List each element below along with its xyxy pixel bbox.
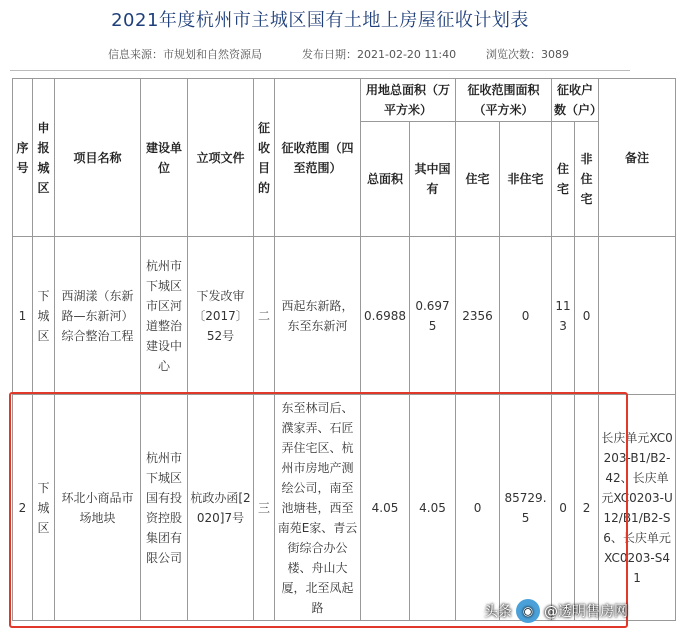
cell-project: 环北小商品市场地块 (55, 395, 141, 621)
watermark-left: 头条 (484, 604, 512, 620)
header-state-area: 其中国有 (410, 122, 456, 237)
meta-bar (0, 46, 640, 68)
header-project: 项目名称 (55, 79, 141, 237)
header-remark: 备注 (599, 79, 676, 237)
header-unit: 建设单位 (141, 79, 188, 237)
cell-non-residential: 0 (500, 237, 552, 395)
header-scope: 征收范围（四至范围） (275, 79, 361, 237)
cell-no: 1 (13, 237, 33, 395)
table-row (13, 395, 676, 621)
cell-state-area: 4.05 (410, 395, 456, 621)
cell-scope: 东至林司后、濮家弄、石匠弄住宅区、杭州市房地产测绘公司，南至池塘巷，西至南苑E家、青云街综合办公楼、舟山大厦，北至凤起路 (275, 395, 361, 621)
cell-project: 西湖漾（东新路—东新河）综合整治工程 (55, 237, 141, 395)
watermark-right: @透明售房网 (544, 604, 628, 620)
meta-views: 浏览次数：3089 (486, 48, 569, 61)
cell-residential: 0 (456, 395, 500, 621)
header-doc: 立项文件 (188, 79, 254, 237)
cell-hh-residential: 113 (552, 237, 575, 395)
divider (10, 70, 630, 71)
header-purpose: 征收目的 (254, 79, 275, 237)
meta-source: 信息来源：市规划和自然资源局 (108, 48, 262, 61)
cell-scope: 西起东新路，东至东新河 (275, 237, 361, 395)
header-no: 序号 (13, 79, 33, 237)
cell-unit: 杭州市下城区国有投资控股集团有限公司 (141, 395, 188, 621)
logo-icon: ◉ (516, 599, 540, 623)
table-row (13, 237, 676, 395)
cell-district: 下城区 (33, 237, 55, 395)
header-building-area: 征收范围面积（平方米） (456, 79, 552, 122)
cell-remark: 长庆单元XC0203-B1/B2-42、长庆单元XC0203-U12/B1/B2-S6、长庆单元XC0203-S41 (599, 395, 676, 621)
cell-non-residential: 85729.5 (500, 395, 552, 621)
cell-doc: 杭政办函[2020]7号 (188, 395, 254, 621)
cell-total-area: 4.05 (361, 395, 410, 621)
header-non-residential: 非住宅 (500, 122, 552, 237)
cell-hh-residential: 0 (552, 395, 575, 621)
cell-no: 2 (13, 395, 33, 621)
header-residential: 住宅 (456, 122, 500, 237)
cell-hh-non-residential: 0 (575, 237, 599, 395)
header-land-area: 用地总面积（万平方米） (361, 79, 456, 122)
table-header-row (13, 79, 676, 122)
cell-doc: 下发改审〔2017〕52号 (188, 237, 254, 395)
cell-total-area: 0.6988 (361, 237, 410, 395)
cell-state-area: 0.6975 (410, 237, 456, 395)
cell-hh-non-residential: 2 (575, 395, 599, 621)
cell-unit: 杭州市下城区市区河道整治建设中心 (141, 237, 188, 395)
expropriation-plan-table (12, 78, 676, 621)
page-title: 2021年度杭州市主城区国有土地上房屋征收计划表 (111, 10, 529, 31)
header-households: 征收户数（户） (552, 79, 599, 122)
cell-remark (599, 237, 676, 395)
cell-purpose: 三 (254, 395, 275, 621)
watermark (484, 599, 628, 623)
cell-purpose: 二 (254, 237, 275, 395)
header-hh-residential: 住宅 (552, 122, 575, 237)
header-hh-non-residential: 非住宅 (575, 122, 599, 237)
cell-residential: 2356 (456, 237, 500, 395)
cell-district: 下城区 (33, 395, 55, 621)
header-total-area: 总面积 (361, 122, 410, 237)
header-district: 申报城区 (33, 79, 55, 237)
meta-date: 发布日期：2021-02-20 11:40 (302, 48, 457, 61)
